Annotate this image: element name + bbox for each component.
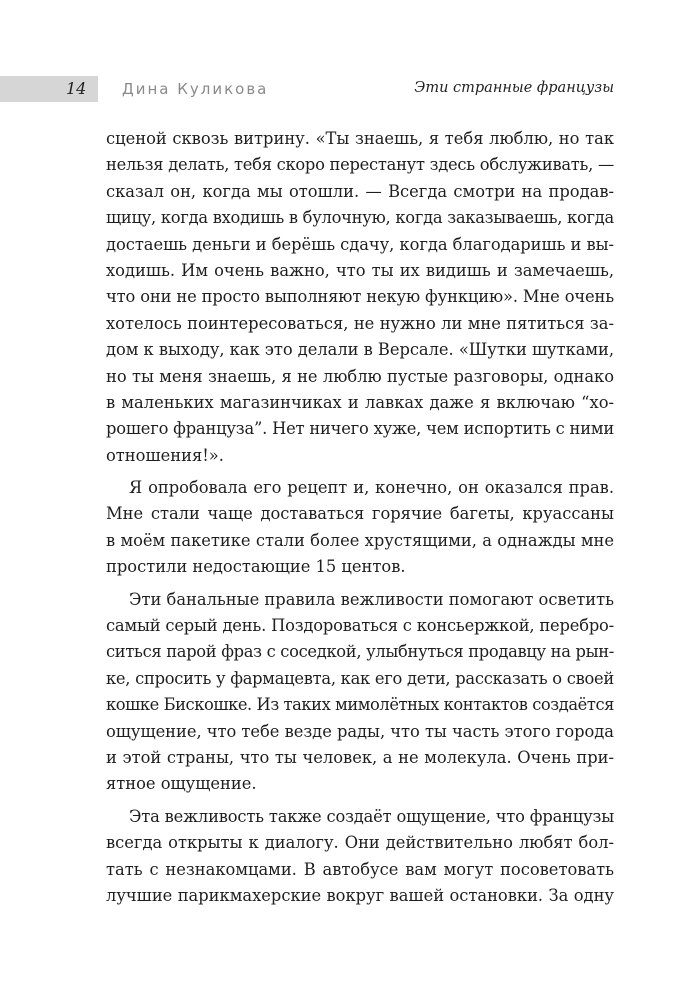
- text-line: но ты меня знаешь, я не люблю пустые разговоры, однако: [106, 366, 614, 386]
- text-line: Мне стали чаще доставаться горячие багеты, круассаны: [106, 504, 614, 524]
- text-line: нельзя делать, тебя скоро перестанут здесь обслуживать, —: [106, 155, 614, 175]
- text-line: в моём пакетике стали более хрустящими, а однажды мне: [106, 530, 614, 550]
- body-text: [106, 126, 614, 909]
- page-number: 14: [66, 79, 87, 98]
- text-line: ситься парой фраз с соседкой, улыбнуться продавцу на рын-: [106, 642, 614, 662]
- text-line: отношения!».: [106, 445, 224, 465]
- text-line: и этой страны, что ты человек, а не молекула. Очень при-: [106, 747, 614, 767]
- text-line: в маленьких магазинчиках и лавках даже я включаю “хо-: [106, 392, 614, 412]
- text-line: сценой сквозь витрину. «Ты знаешь, я тебя люблю, но так: [106, 129, 614, 148]
- paragraph-2: [106, 475, 614, 581]
- text-line: самый серый день. Поздороваться с консьержкой, перебро-: [106, 616, 614, 636]
- text-line: Я опробовала его рецепт и, конечно, он оказался прав.: [129, 478, 614, 498]
- text-line: ходишь. Им очень важно, что ты их видишь и замечаешь,: [106, 260, 614, 280]
- text-line: что они не просто выполняют некую функцию». Мне очень: [106, 287, 614, 307]
- paragraph-3: [106, 587, 614, 798]
- author-name: Дина Куликова: [122, 80, 269, 98]
- text-line: сказал он, когда мы отошли. — Всегда смотри на продав-: [106, 181, 614, 201]
- running-title: Эти странные французы: [414, 80, 614, 96]
- text-line: всегда открыты к диалогу. Они действительно любят бол-: [106, 833, 614, 853]
- paragraph-4: [106, 804, 614, 910]
- text-line: кошке Бискошке. Из таких мимолётных контактов создаётся: [106, 695, 614, 715]
- text-line: ощущение, что тебе везде рады, что ты часть этого города: [106, 721, 614, 741]
- text-line: Эта вежливость также создаёт ощущение, что французы: [129, 806, 614, 826]
- text-line: достаешь деньги и берёшь сдачу, когда благодаришь и вы-: [106, 234, 614, 254]
- paragraph-1: [106, 126, 614, 469]
- text-line: тать с незнакомцами. В автобусе вам могут посоветовать: [106, 859, 614, 879]
- text-line: ятное ощущение.: [106, 774, 257, 794]
- text-line: рошего француза”. Нет ничего хуже, чем испортить с ними: [106, 419, 614, 439]
- text-line: хотелось поинтересоваться, не нужно ли мне пятиться за-: [106, 313, 614, 333]
- text-line: Эти банальные правила вежливости помогают осветить: [129, 589, 614, 609]
- text-line: лучшие парикмахерские вокруг вашей остановки. За одну: [106, 885, 614, 905]
- text-line: щицу, когда входишь в булочную, когда заказываешь, когда: [106, 208, 614, 228]
- text-line: дом к выходу, как это делали в Версале. «Шутки шутками,: [106, 340, 614, 360]
- text-line: ке, спросить у фармацевта, как его дети, рассказать о своей: [106, 668, 614, 688]
- text-line: простили недостающие 15 центов.: [106, 557, 406, 577]
